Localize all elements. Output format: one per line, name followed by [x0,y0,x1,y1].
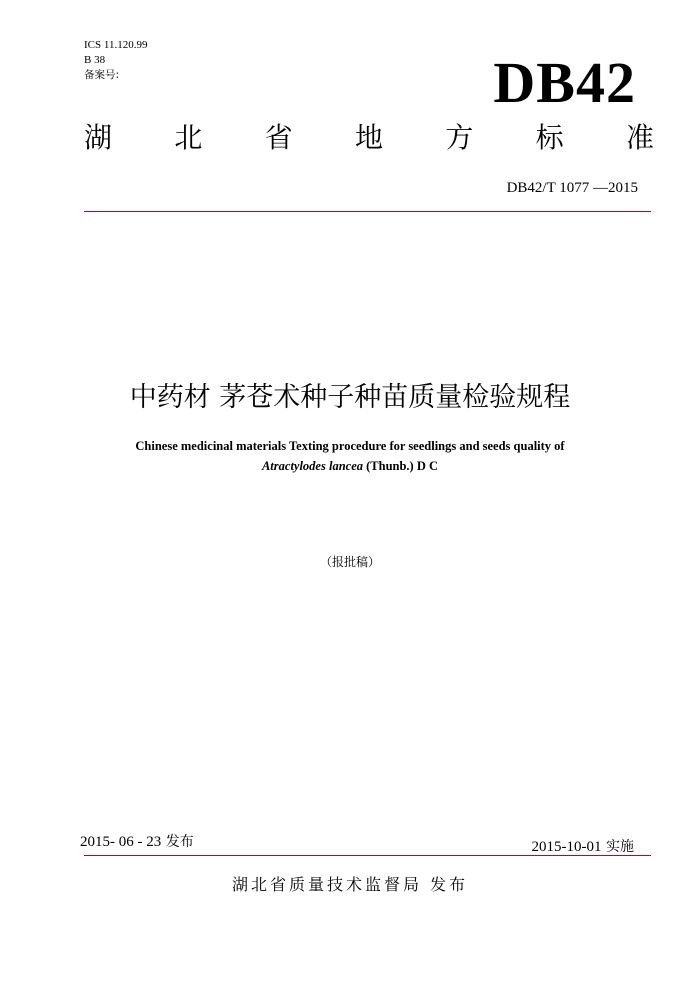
english-title-line1: Chinese medicinal materials Texting procedure for seedlings and seeds quality of [135,439,565,453]
publish-date [80,831,194,851]
classification-code: B 38 [84,54,106,66]
english-title [0,436,700,476]
issuer: 湖北省质量技术监督局 发布 [231,875,469,894]
species-authority: (Thunb.) D C [363,459,439,473]
implement-date-value: 2015-10-01 [531,839,602,855]
english-title-line2 [0,456,700,476]
ics-code: ICS 11.120.99 [84,39,148,51]
implement-date [532,836,634,856]
standard-type-char: 地 [354,121,383,154]
draft-note: （报批稿） [319,555,380,569]
standard-type-char: 湖 [84,121,113,154]
bottom-divider [84,855,651,856]
standard-type-title [84,118,654,158]
standard-type-char: 省 [264,121,293,154]
standard-type-char: 方 [445,121,474,154]
top-divider [84,211,651,212]
db42-logo: DB42 [493,50,636,115]
record-number-label: 备案号: [84,69,120,81]
standard-type-char: 准 [625,121,654,154]
standard-number: DB42/T 1077 —2015 [506,180,638,196]
chinese-title: 中药材 茅苍术种子种苗质量检验规程 [129,382,571,413]
standard-type-char: 标 [535,121,564,154]
species-name: Atractylodes lancea [261,459,363,473]
publish-label: 发布 [161,834,194,850]
implement-label: 实施 [601,839,634,855]
publish-date-value: 2015- 06 - 23 [80,834,162,850]
standard-type-char: 北 [174,121,203,154]
